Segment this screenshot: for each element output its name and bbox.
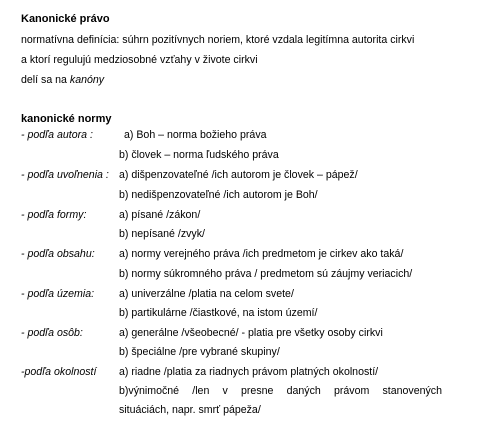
word: daných <box>286 385 321 397</box>
list-item: a) normy verejného práva /ich predmetom je cirkev ako taká/ <box>119 248 404 260</box>
word: b)výnimočné <box>119 385 180 397</box>
word: v <box>222 385 228 397</box>
category-label-autora: - podľa autora : <box>21 129 93 141</box>
list-item: b) človek – norma ľudského práva <box>119 149 279 161</box>
list-item-justified <box>119 386 442 397</box>
list-item-continuation: situáciách, napr. smrť pápeža/ <box>119 404 261 416</box>
list-item: b) nedišpenzovateľné /ich autorom je Boh/ <box>119 189 318 201</box>
category-label-formy: - podľa formy: <box>21 209 87 221</box>
list-item: b) normy súkromného práva / predmetom sú záujmy veriacich/ <box>119 268 413 280</box>
list-item: a) Boh – norma božieho práva <box>124 129 267 141</box>
definition-line-3 <box>21 75 104 86</box>
definition-line-3-text: delí sa na <box>21 74 70 86</box>
definition-line-2: a ktorí regulujú medziosobné vzťahy v živote cirkvi <box>21 54 258 66</box>
category-label-uvolnenia: - podľa uvoľnenia : <box>21 169 109 181</box>
definition-line-1: normatívna definícia: súhrn pozitívnych noriem, ktoré vzdala legitímna autorita cirkvi <box>21 34 415 46</box>
word: právom <box>333 385 370 397</box>
category-label-uzemia: - podľa územia: <box>21 288 95 300</box>
list-item: b) partikulárne /čiastkové, na istom území/ <box>119 307 318 319</box>
category-label-osob: - podľa osôb: <box>21 327 83 339</box>
list-item: a) riadne /platia za riadnych právom platných okolností/ <box>119 366 379 378</box>
word: stanovených <box>382 385 442 397</box>
list-item: b) nepísané /zvyk/ <box>119 228 205 240</box>
heading-kanonicke-normy: kanonické normy <box>21 113 112 125</box>
word: /len <box>192 385 210 397</box>
list-item: a) dišpenzovateľné /ich autorom je človek – pápež/ <box>119 169 358 181</box>
category-label-okolnosti: -podľa okolností <box>21 366 97 378</box>
category-label-obsahu: - podľa obsahu: <box>21 248 95 260</box>
list-item: a) písané /zákon/ <box>119 209 201 221</box>
word: presne <box>241 385 274 397</box>
list-item: a) univerzálne /platia na celom svete/ <box>119 288 294 300</box>
list-item: a) generálne /všeobecné/ - platia pre všetky osoby cirkvi <box>119 327 383 339</box>
list-item: b) špeciálne /pre vybrané skupiny/ <box>119 346 280 358</box>
heading-kanonicke-pravo: Kanonické právo <box>21 13 110 25</box>
definition-kanony: kanóny <box>69 74 105 86</box>
